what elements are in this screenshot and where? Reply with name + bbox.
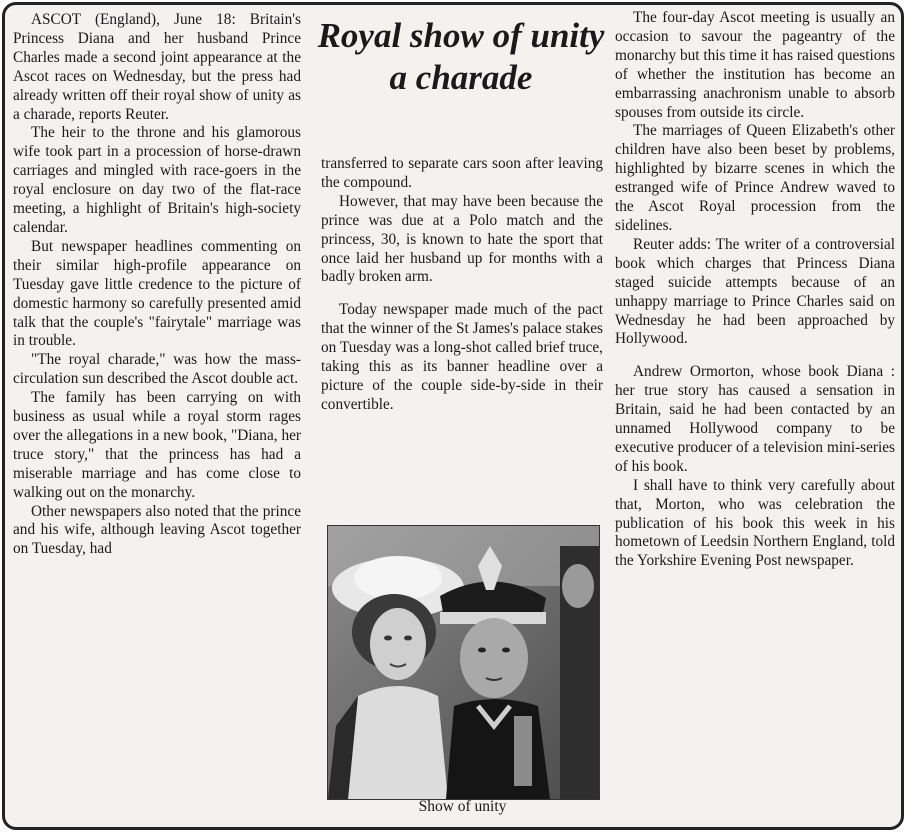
royal-couple-photo [327, 525, 600, 800]
article-paragraph: ASCOT (England), June 18: Britain's Princess Diana and her husband Prince Charles made a second joint appearance at the Ascot races on Wednesday, but the press had already written off their royal show of unity as a charade, reports Reuter. [13, 11, 301, 123]
article-column-1 [13, 11, 301, 559]
article-paragraph: The marriages of Queen Elizabeth's other children have also been beset by problems, highlighted by bizarre scenes in which the estranged wife of Prince Andrew waved to the Ascot Royal procession from the sidelines. [615, 122, 895, 234]
article-paragraph: The heir to the throne and his glamorous wife took part in a procession of horse-drawn carriages and mingled with race-goers in the royal enclosure on day two of the flat-race meeting, a highlight of Britain's high-society calendar. [13, 124, 301, 236]
article-paragraph: Today newspaper made much of the pact that the winner of the St James's palace stakes on Tuesday was a long-shot called brief truce, taking this as its banner headline over a picture of the couple side-by-side in their convertible. [321, 301, 603, 413]
article-paragraph: However, that may have been because the prince was due at a Polo match and the princess, 30, is known to hate the sport that once laid her husband up for months with a badly broken arm. [321, 192, 603, 286]
article-column-2 [321, 155, 603, 415]
photo-caption: Show of unity [418, 798, 507, 815]
article-paragraph: Other newspapers also noted that the prince and his wife, although leaving Ascot together on Tuesday, had [13, 502, 301, 558]
news-clipping [2, 2, 904, 830]
article-paragraph: Andrew Ormorton, whose book Diana : her true story has caused a sensation in Britain, said he had been contacted by an unnamed Hollywood company to be executive producer of a television mini-series of his book. [615, 363, 895, 475]
article-paragraph: I shall have to think very carefully about that, Morton, who was celebration the publication of his book this week in his hometown of Leedsin Northern England, told the Yorkshire Evening Post newspaper. [615, 476, 895, 570]
article-column-3 [615, 9, 895, 571]
article-paragraph: The four-day Ascot meeting is usually an occasion to savour the pageantry of the monarchy but this time it has raised questions of whether the institution has become an embarrassing anachronism unable to absorb spouses from outside its circle. [615, 9, 895, 121]
article-paragraph: transferred to separate cars soon after leaving the compound. [321, 155, 603, 191]
article-paragraph: "The royal charade," was how the mass-circulation sun described the Ascot double act. [13, 351, 301, 388]
royal-couple-photo-image [328, 526, 599, 799]
article-paragraph: The family has been carrying on with business as usual while a royal storm rages over the allegations in a new book, "Diana, her truce story," that the princess has had a miserable marriage and has come close to walking out on the monarchy. [13, 389, 301, 501]
article-paragraph: But newspaper headlines commenting on their similar high-profile appearance on Tuesday gave little credence to the picture of domestic harmony so carefully presented amid talk that the couple's "fairytale" marriage was in trouble. [13, 237, 301, 350]
headline: Royal show of unity a charade [317, 16, 605, 97]
article-paragraph: Reuter adds: The writer of a controversial book which charges that Princess Diana staged suicide attempts because of an unhappy marriage to Prince Charles said on Wednesday he had been approached by Hollywood. [615, 235, 895, 348]
